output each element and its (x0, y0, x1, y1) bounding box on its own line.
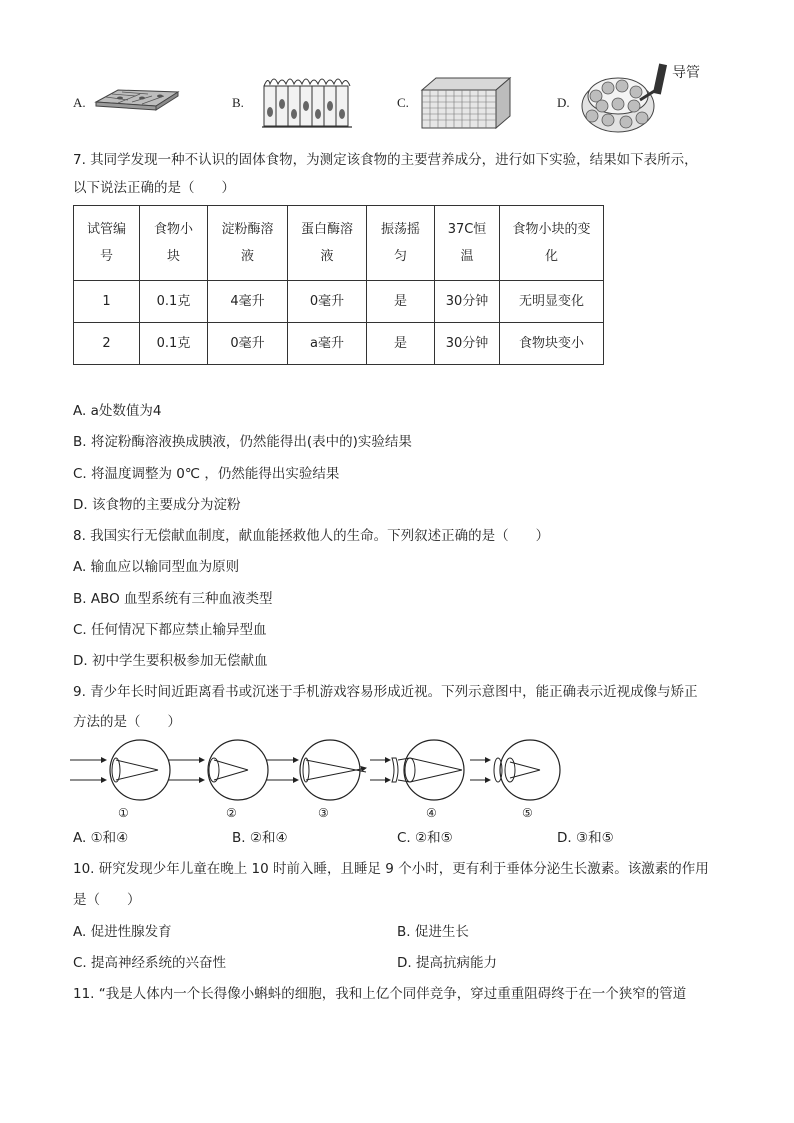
q9-option-b: B. ②和④ (232, 830, 288, 846)
q7-option-a: A. a处数值为4 (73, 403, 162, 419)
header-cell: 蛋白酶溶 液 (288, 206, 367, 281)
q11-stem-line1: 11. “我是人体内一个长得像小蝌蚪的细胞，我和上亿个同伴竞争，穿过重重阻碍终于在一个狭窄的管道 (73, 986, 687, 1002)
header-cell: 振荡摇 匀 (367, 206, 435, 281)
option-c-label: C. (397, 95, 409, 110)
option-a-label: A. (73, 95, 86, 110)
eye-diagram-1 (70, 740, 170, 800)
eye-diagram-5 (470, 740, 560, 800)
table-cell: 0毫升 (288, 281, 367, 323)
table-cell: a毫升 (288, 323, 367, 365)
eye-diagram-2 (168, 740, 268, 800)
table-header-row (74, 206, 604, 281)
q7-option-b: B. 将淀粉酶溶液换成胰液，仍然能得出(表中的)实验结果 (73, 434, 412, 450)
header-cell: 37C恒 温 (435, 206, 500, 281)
q10-option-a: A. 促进性腺发育 (73, 924, 172, 940)
eye-label-3: ③ (318, 806, 329, 820)
eye-label-5: ⑤ (522, 806, 533, 820)
header-cell: 食物小 块 (140, 206, 208, 281)
table-row (74, 281, 604, 323)
header-cell: 试管编 号 (74, 206, 140, 281)
eye-diagrams (70, 738, 560, 808)
eye-label-2: ② (226, 806, 237, 820)
ciliated-epithelium-image (258, 72, 358, 132)
table-cell: 1 (74, 281, 140, 323)
q9-option-c: C. ②和⑤ (397, 830, 453, 846)
q10-option-b: B. 促进生长 (397, 924, 469, 940)
table-cell: 食物块变小 (500, 323, 604, 365)
q9-option-a: A. ①和④ (73, 830, 129, 846)
table-row (74, 323, 604, 365)
eye-label-1: ① (118, 806, 129, 820)
header-cell: 食物小块的变 化 (500, 206, 604, 281)
gland-epithelium-image (578, 62, 678, 138)
q10-stem-line2: 是（ ） (73, 892, 141, 908)
option-b-label: B. (232, 95, 244, 110)
table-cell: 2 (74, 323, 140, 365)
experiment-table (73, 205, 604, 365)
table-cell: 30分钟 (435, 323, 500, 365)
eye-label-4: ④ (426, 806, 437, 820)
table-cell: 是 (367, 323, 435, 365)
header-cell: 淀粉酶溶 液 (208, 206, 288, 281)
q7-option-d: D. 该食物的主要成分为淀粉 (73, 497, 241, 513)
q8-option-b: B. ABO 血型系统有三种血液类型 (73, 591, 273, 607)
q8-option-c: C. 任何情况下都应禁止输异型血 (73, 622, 267, 638)
q8-stem: 8. 我国实行无偿献血制度，献血能拯救他人的生命。下列叙述正确的是（ ） (73, 528, 550, 544)
q8-option-a: A. 输血应以输同型血为原则 (73, 559, 240, 575)
eye-diagram-3 (266, 740, 366, 800)
table-cell: 4毫升 (208, 281, 288, 323)
flat-epithelium-image (92, 84, 180, 114)
table-cell: 0.1克 (140, 323, 208, 365)
duct-label: 导管 (672, 65, 700, 81)
table-cell: 无明显变化 (500, 281, 604, 323)
table-cell: 0毫升 (208, 323, 288, 365)
q7-option-c: C. 将温度调整为 0℃ ，仍然能得出实验结果 (73, 466, 340, 482)
q8-option-d: D. 初中学生要积极参加无偿献血 (73, 653, 268, 669)
q9-option-d: D. ③和⑤ (557, 830, 614, 846)
q7-stem-line1: 7. 其同学发现一种不认识的固体食物，为测定该食物的主要营养成分，进行如下实验，结果如下表所示， (73, 152, 698, 168)
q7-stem-line2: 以下说法正确的是（ ） (73, 180, 235, 196)
q10-option-d: D. 提高抗病能力 (397, 955, 497, 971)
q9-stem-line2: 方法的是（ ） (73, 714, 181, 730)
stratified-epithelium-image (418, 74, 514, 132)
q9-stem-line1: 9. 青少年长时间近距离看书或沉迷于手机游戏容易形成近视。下列示意图中，能正确表示近视成像与矫正 (73, 684, 698, 700)
q10-stem-line1: 10. 研究发现少年儿童在晚上 10 时前入睡，且睡足 9 个小时，更有利于垂体分泌生长激素。该激素的作用 (73, 861, 709, 877)
eye-diagram-4 (370, 740, 464, 800)
table-cell: 30分钟 (435, 281, 500, 323)
table-cell: 是 (367, 281, 435, 323)
q10-option-c: C. 提高神经系统的兴奋性 (73, 955, 227, 971)
table-cell: 0.1克 (140, 281, 208, 323)
option-d-label: D. (557, 95, 570, 110)
